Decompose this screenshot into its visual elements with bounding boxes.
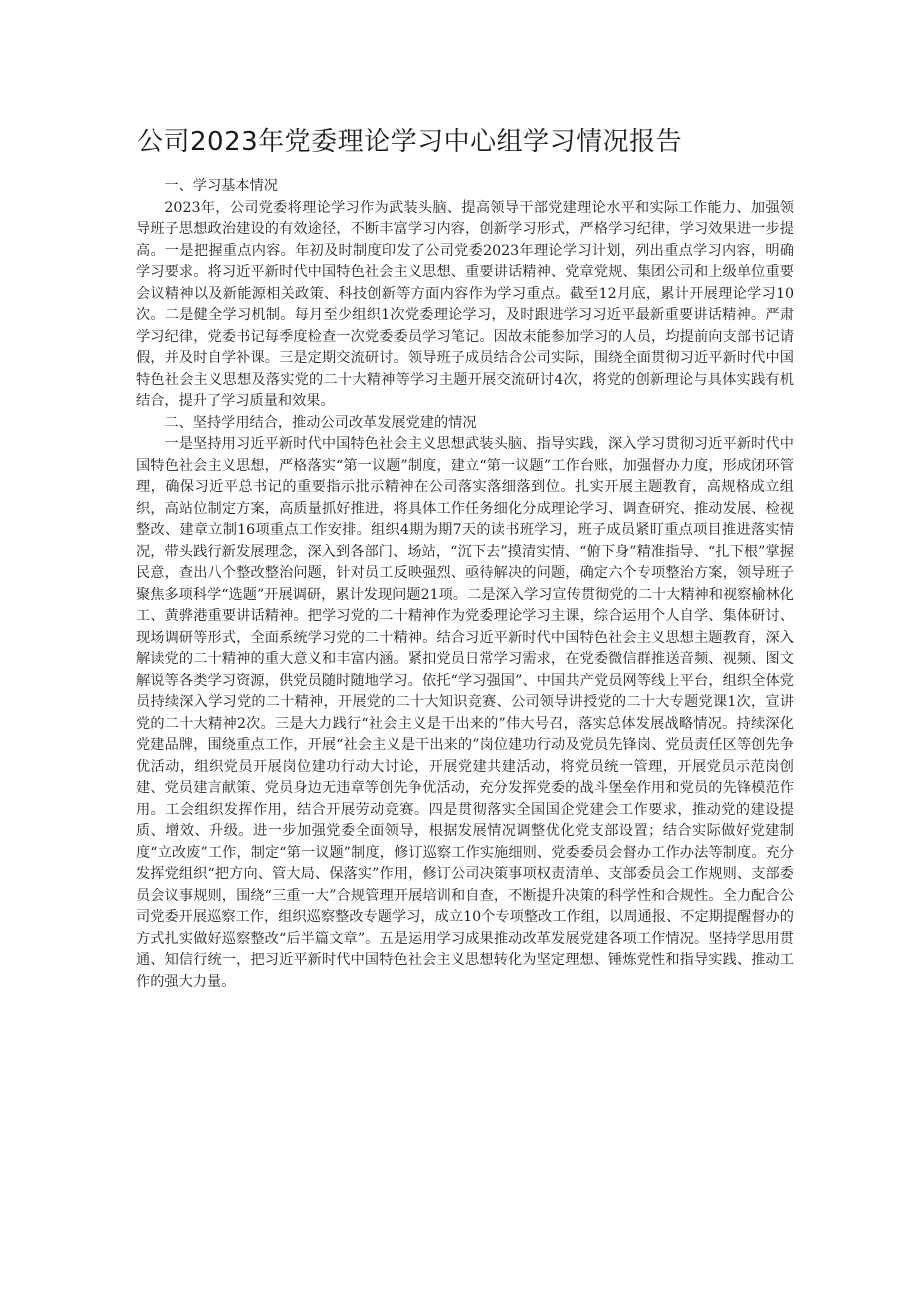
section-2-paragraph: 一是坚持用习近平新时代中国特色社会主义思想武装头脑、指导实践，深入学习贯彻习近平新时代中国特色社会主义思想，严格落实“第一议题”制度，建立“第一议题”工作台账，加强督办力度，形成闭环管理，确保习近平总书记的重要指示批示精神在公司落实落细落到位。扎实开展主题教育，高规格成立组织，高站位制定方案，高质量抓好推进，将具体工作任务细化分成理论学习、调查研究、推动发展、检视整改、建章立制16项重点工作安排。组织4期为期7天的读书班学习，班子成员紧盯重点项目推进落实情况，带头践行新发展理念，深入到各部门、场站，“沉下去”摸清实情、“俯下身”精准指导、“扎下根”掌握民意，查出八个整改整治问题，针对员工反映强烈、亟待解决的问题，确定六个专项整治方案，领导班子聚焦多项科学“选题”开展调研，累计发现问题21项。二是深入学习宣传贯彻党的二十大精神和视察榆林化工、黄骅港重要讲话精神。把学习党的二十精神作为党委理论学习主课，综合运用个人自学、集体研讨、现场调研等形式，全面系统学习党的二十精神。结合习近平新时代中国特色社会主义思想主题教育，深入解读党的二十精神的重大意义和丰富内涵。紧扣党员日常学习需求，在党委微信群推送音频、视频、图文解说等各类学习资源，供党员随时随地学习。依托“学习强国”、中国共产党员网等线上平台，组织全体党员持续深入学习党的二十精神，开展党的二十大知识竞赛、公司领导讲授党的二十大专题党课1次，宣讲党的二十大精神2次。三是大力践行“社会主义是干出来的”伟大号召，落实总体发展战略情况。持续深化党建品牌，围绕重点工作，开展“社会主义是干出来的”岗位建功行动及党员先锋岗、党员责任区等创先争优活动，组织党员开展岗位建功行动大讨论，开展党建共建活动，将党员统一管理，开展党员示范岗创建、党员建言献策、党员身边无违章等创先争优活动，充分发挥党委的战斗堡垒作用和党员的先锋模范作用。工会组织发挥作用，结合开展劳动竞赛。四是贯彻落实全国国企党建会工作要求，推动党的建设提质、增效、升级。进一步加强党委全面领导，根据发展情况调整优化党支部设置；结合实际做好党建制度“立改废”工作，制定“第一议题”制度，修订巡察工作实施细则、党委委员会督办工作办法等制度。充分发挥党组织“把方向、管大局、保落实”作用，修订公司决策事项权责清单、支部委员会工作规则、支部委员会议事规则，围绕“三重一大”合规管理开展培训和自查，不断提升决策的科学性和合规性。全力配合公司党委开展巡察工作，组织巡察整改专题学习，成立10个专项整改工作组，以周通报、不定期提醒督办的方式扎实做好巡察整改“后半篇文章”。五是运用学习成果推动改革发展党建各项工作情况。坚持学思用贯通、知信行统一，把习近平新时代中国特色社会主义思想转化为坚定理想、锤炼党性和指导实践、推动工作的强大力量。 xyxy=(136,436,794,990)
document-body xyxy=(136,176,794,993)
section-1-heading: 一、学习基本情况 xyxy=(164,178,278,194)
section-2-heading: 二、坚持学用结合，推动公司改革发展党建的情况 xyxy=(164,414,477,431)
document-title: 公司2023年党委理论学习中心组学习情况报告 xyxy=(137,127,683,157)
section-1-paragraph: 2023年，公司党委将理论学习作为武装头脑、提高领导干部党建理论水平和实际工作能力、加强领导班子思想政治建设的有效途径，不断丰富学习内容，创新学习形式，严格学习纪律，学习效果进一步提高。一是把握重点内容。年初及时制度印发了公司党委2023年理论学习计划，列出重点学习内容，明确学习要求。将习近平新时代中国特色社会主义思想、重要讲话精神、党章党规、集团公司和上级单位重要会议精神以及新能源相关政策、科技创新等方面内容作为学习重点。截至12月底，累计开展理论学习10次。二是健全学习机制。每月至少组织1次党委理论学习，及时跟进学习习近平最新重要讲话精神。严肃学习纪律，党委书记每季度检查一次党委委员学习笔记。因故未能参加学习的人员，均提前向支部书记请假，并及时自学补课。三是定期交流研讨。领导班子成员结合公司实际，围绕全面贯彻习近平新时代中国特色社会主义思想及落实党的二十大精神等学习主题开展交流研讨4次，将党的创新理论与具体实践有机结合，提升了学习质量和效果。 xyxy=(136,199,794,409)
